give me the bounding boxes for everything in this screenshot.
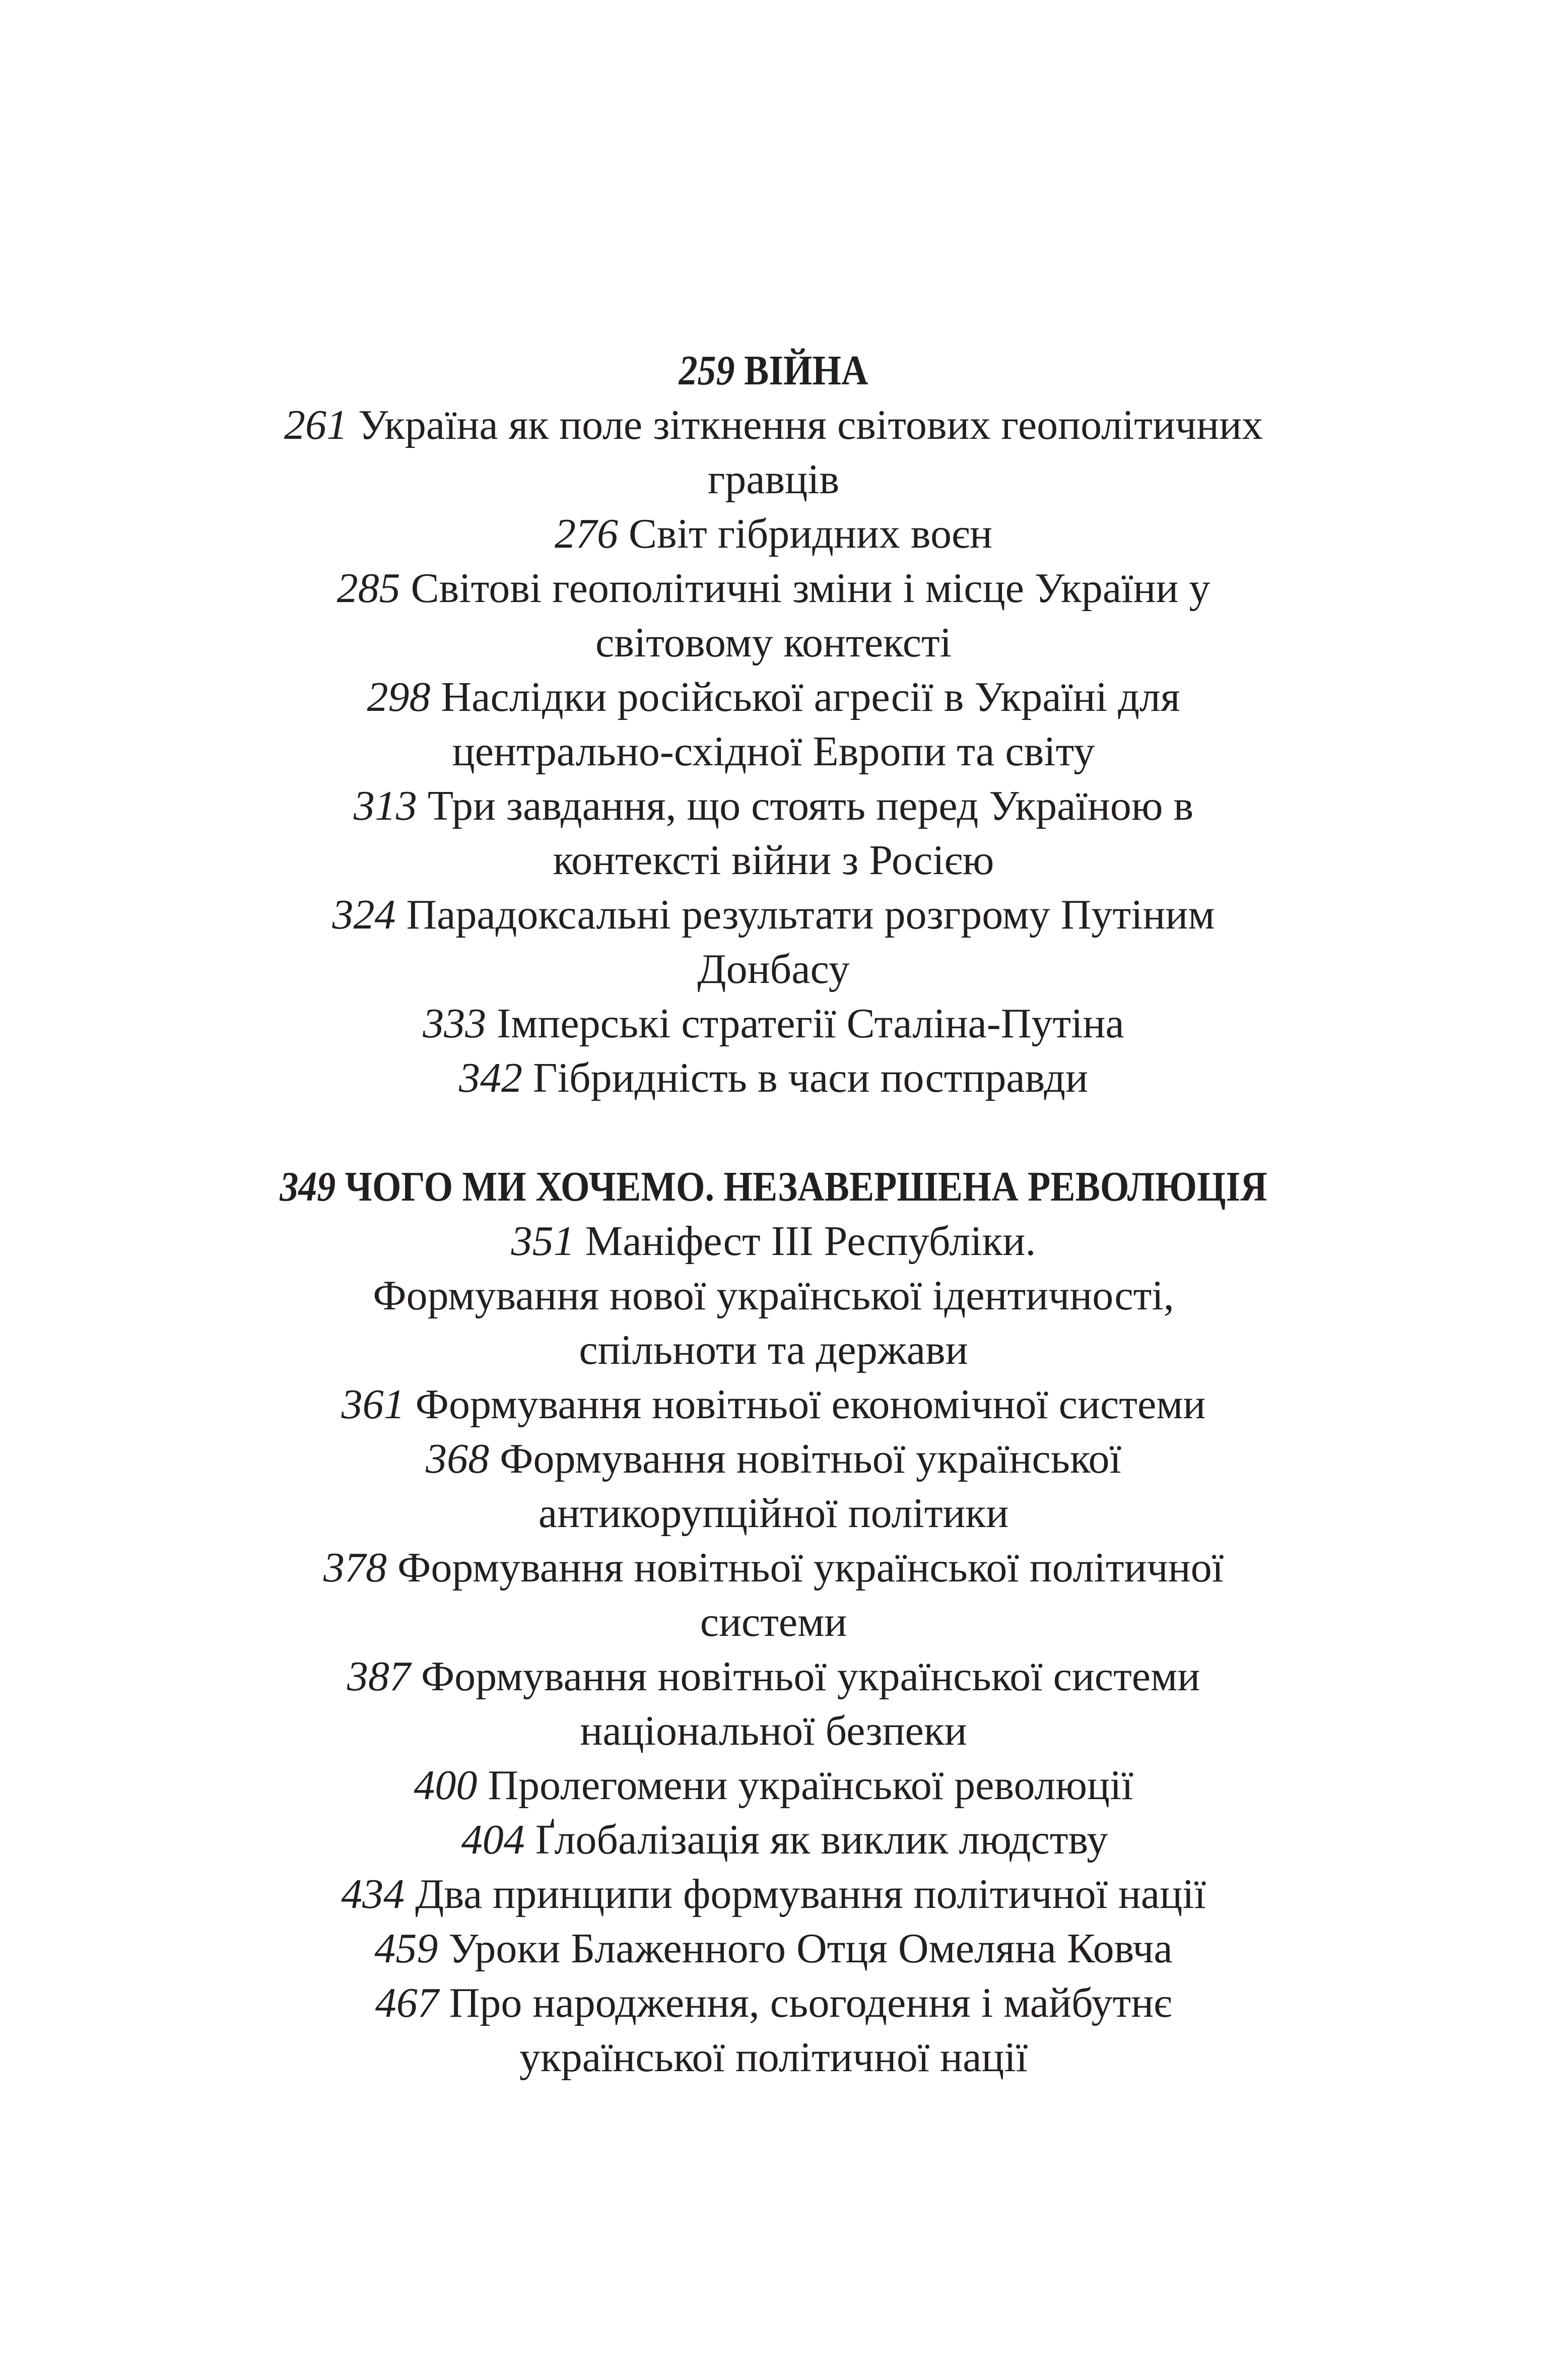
entry-title: Пролегомени української революції [488,1762,1133,1809]
section-page-number: 349 [280,1163,336,1210]
entry-page-number: 342 [459,1054,523,1101]
section-title: ВІЙНА [744,347,868,394]
entry-page-number: 333 [423,1000,487,1047]
entry-page-number: 313 [353,782,417,829]
entry-title: Два принципи формування політичної нації [415,1871,1206,1918]
entry-page-number: 298 [367,674,431,720]
toc-entry[interactable] [0,1922,1547,1976]
section-heading[interactable] [93,1160,1454,1214]
entry-page-number: 459 [374,1925,438,1972]
toc-entry[interactable] [0,670,1547,724]
entry-title-continuation: гравців [707,456,840,503]
toc-entry[interactable] [0,398,1547,452]
entry-title-continuation: української політичної нації [519,2034,1028,2081]
toc-entry[interactable] [0,1432,1547,1486]
entry-title-continuation: Формування нової української ідентичності, [373,1272,1174,1319]
toc-entry[interactable] [11,1813,1547,1867]
toc-entry[interactable] [0,561,1547,616]
toc-entry[interactable] [0,1867,1547,1922]
entry-title-continuation: національної безпеки [580,1707,967,1754]
entry-page-number: 467 [375,1979,439,2026]
toc-entry[interactable] [0,1541,1547,1595]
entry-page-number: 261 [284,402,348,448]
section-heading[interactable] [93,344,1454,398]
entry-title-continuation: центрально-східної Европи та світу [452,728,1095,775]
entry-page-number: 361 [341,1381,405,1428]
entry-title: Парадоксальні результати розгрому Путіним [406,891,1215,938]
entry-title: Гібридність в часи постправди [533,1054,1088,1101]
entry-title-continuation: світовому контексті [595,619,952,666]
entry-title-continuation: контексті війни з Росією [553,837,994,884]
section-page-number: 259 [679,347,735,394]
entry-title: Наслідки російської агресії в Україні для [441,674,1180,720]
entry-page-number: 368 [426,1435,490,1482]
entry-title: Світові геополітичні зміни і місце України у [411,565,1210,612]
toc-entry[interactable] [0,779,1547,833]
entry-title: Уроки Блаженного Отця Омеляна Ковча [448,1925,1173,1972]
entry-title: Ґлобалізація як виклик людству [535,1816,1108,1863]
toc-entry[interactable] [0,1649,1547,1704]
entry-title: Україна як поле зіткнення світових геополітичних [358,402,1263,448]
entry-title-continuation: спільноти та держави [579,1327,968,1373]
toc-entry[interactable] [0,888,1547,942]
entry-title: Формування новітньої економічної системи [415,1381,1206,1428]
entry-title: Імперські стратегії Сталіна-Путіна [497,1000,1124,1047]
toc-entry[interactable] [0,997,1547,1051]
toc-entry[interactable] [0,507,1547,561]
section-title: ЧОГО МИ ХОЧЕМО. НЕЗАВЕРШЕНА РЕВОЛЮЦІЯ [345,1163,1267,1210]
entry-title: Світ гібридних воєн [629,510,992,557]
entry-title-continuation: антикорупційної політики [538,1490,1009,1537]
entry-page-number: 285 [337,565,400,612]
entry-title: Про народження, сьогодення і майбутнє [449,1979,1172,2026]
entry-title: Формування новітньої української системи [421,1653,1200,1700]
toc-entry[interactable] [0,1377,1547,1432]
entry-title-continuation: Донбасу [697,946,850,993]
entry-page-number: 434 [341,1871,405,1918]
entry-page-number: 324 [332,891,396,938]
entry-title: Три завдання, що стоять перед Україною в [427,782,1194,829]
entry-page-number: 400 [414,1762,478,1809]
entry-page-number: 276 [555,510,619,557]
table-of-contents [0,344,1547,2085]
entry-title-continuation: системи [700,1599,847,1645]
toc-section [0,1160,1547,2085]
entry-title: Формування новітньої української [500,1435,1121,1482]
toc-entry[interactable] [0,1976,1547,2030]
entry-title: Формування новітньої української політичної [397,1544,1224,1591]
entry-page-number: 351 [511,1218,575,1265]
toc-entry[interactable] [0,1051,1547,1105]
entry-page-number: 387 [347,1653,411,1700]
toc-entry[interactable] [0,1758,1547,1813]
entry-title: Маніфест ІІІ Республіки. [585,1218,1036,1265]
entry-page-number: 378 [323,1544,387,1591]
entry-page-number: 404 [461,1816,525,1863]
toc-entry[interactable] [0,1214,1547,1269]
toc-section [0,344,1547,1105]
